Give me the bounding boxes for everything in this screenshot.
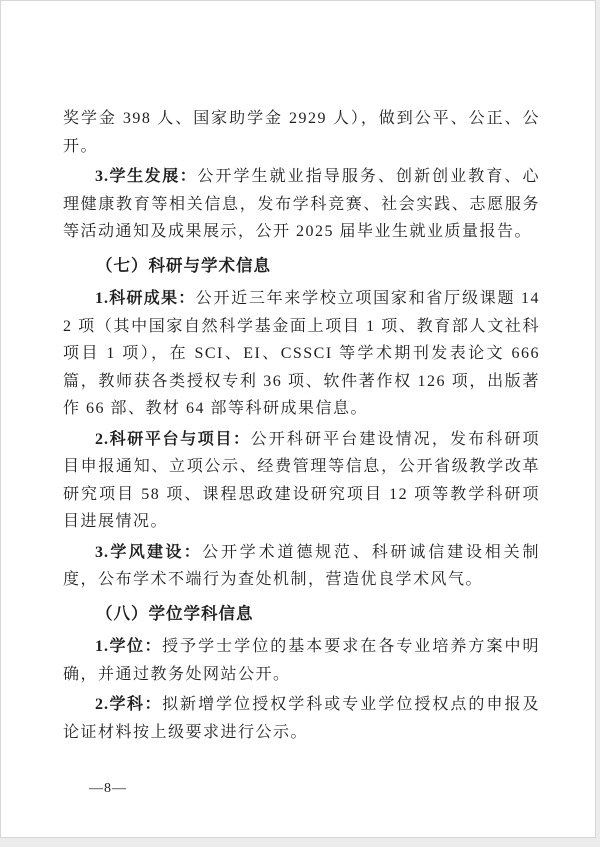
paragraph [63, 426, 540, 536]
page-number: —8— [89, 781, 127, 796]
bold-text-run: 2.学科： [95, 696, 163, 713]
document-content [63, 105, 540, 749]
paragraph [63, 105, 540, 160]
text-run: 奖学金 398 人、国家助学金 2929 人），做到公平、公正、公开。 [63, 110, 540, 155]
paragraph [63, 691, 540, 746]
bold-text-run: 2.科研平台与项目： [95, 430, 251, 448]
text-run: 公开学术道德规范、科研诚信建设相关制度，公布学术不端行为查处机制，营造优良学术风气。 [63, 543, 540, 588]
paragraph [63, 285, 540, 423]
text-run: 拟新增学位授权学科或专业学位授权点的申报及论证材料按上级要求进行公示。 [63, 696, 540, 741]
bold-text-run: 1.科研成果： [95, 290, 196, 307]
text-run: 公开学生就业指导服务、创新创业教育、心理健康教育等相关信息，发布学科竞赛、社会实践、志愿服务等活动通知及成果展示，公开 2025 届毕业生就业质量报告。 [63, 168, 540, 240]
paragraph [63, 539, 540, 594]
text-run: 公开科研平台建设情况，发布科研项目申报通知、立项公示、经费管理等信息，公开省级教学改革研究项目 58 项、课程思政建设研究项目 12 项等教学科研项目进展情况。 [63, 430, 540, 530]
paragraph [63, 163, 540, 246]
section-heading [63, 600, 540, 628]
bold-text-run: （七）科研与学术信息 [96, 255, 271, 275]
bold-text-run: 3.学生发展： [95, 168, 198, 185]
text-run: 公开近三年来学校立项国家和省厅级课题 142 项（其中国家自然科学基金面上项目 1 项、教育部人文社科项目 1 项），在 SCI、EI、CSSCI 等学术期刊发表论文 666 篇，教师获各类授权专利 36 项、软件著作权 126 项，出版著作 66 部、教材 64 部等科研成果信息。 [63, 290, 540, 417]
bold-text-run: （八）学位学科信息 [96, 603, 254, 623]
bold-text-run: 3.学风建设： [95, 543, 203, 561]
text-run: 授予学士学位的基本要求在各专业培养方案中明确，并通过教务处网站公开。 [63, 638, 540, 683]
bold-text-run: 1.学位： [95, 638, 163, 655]
paragraph [63, 633, 540, 688]
section-heading [63, 252, 540, 280]
